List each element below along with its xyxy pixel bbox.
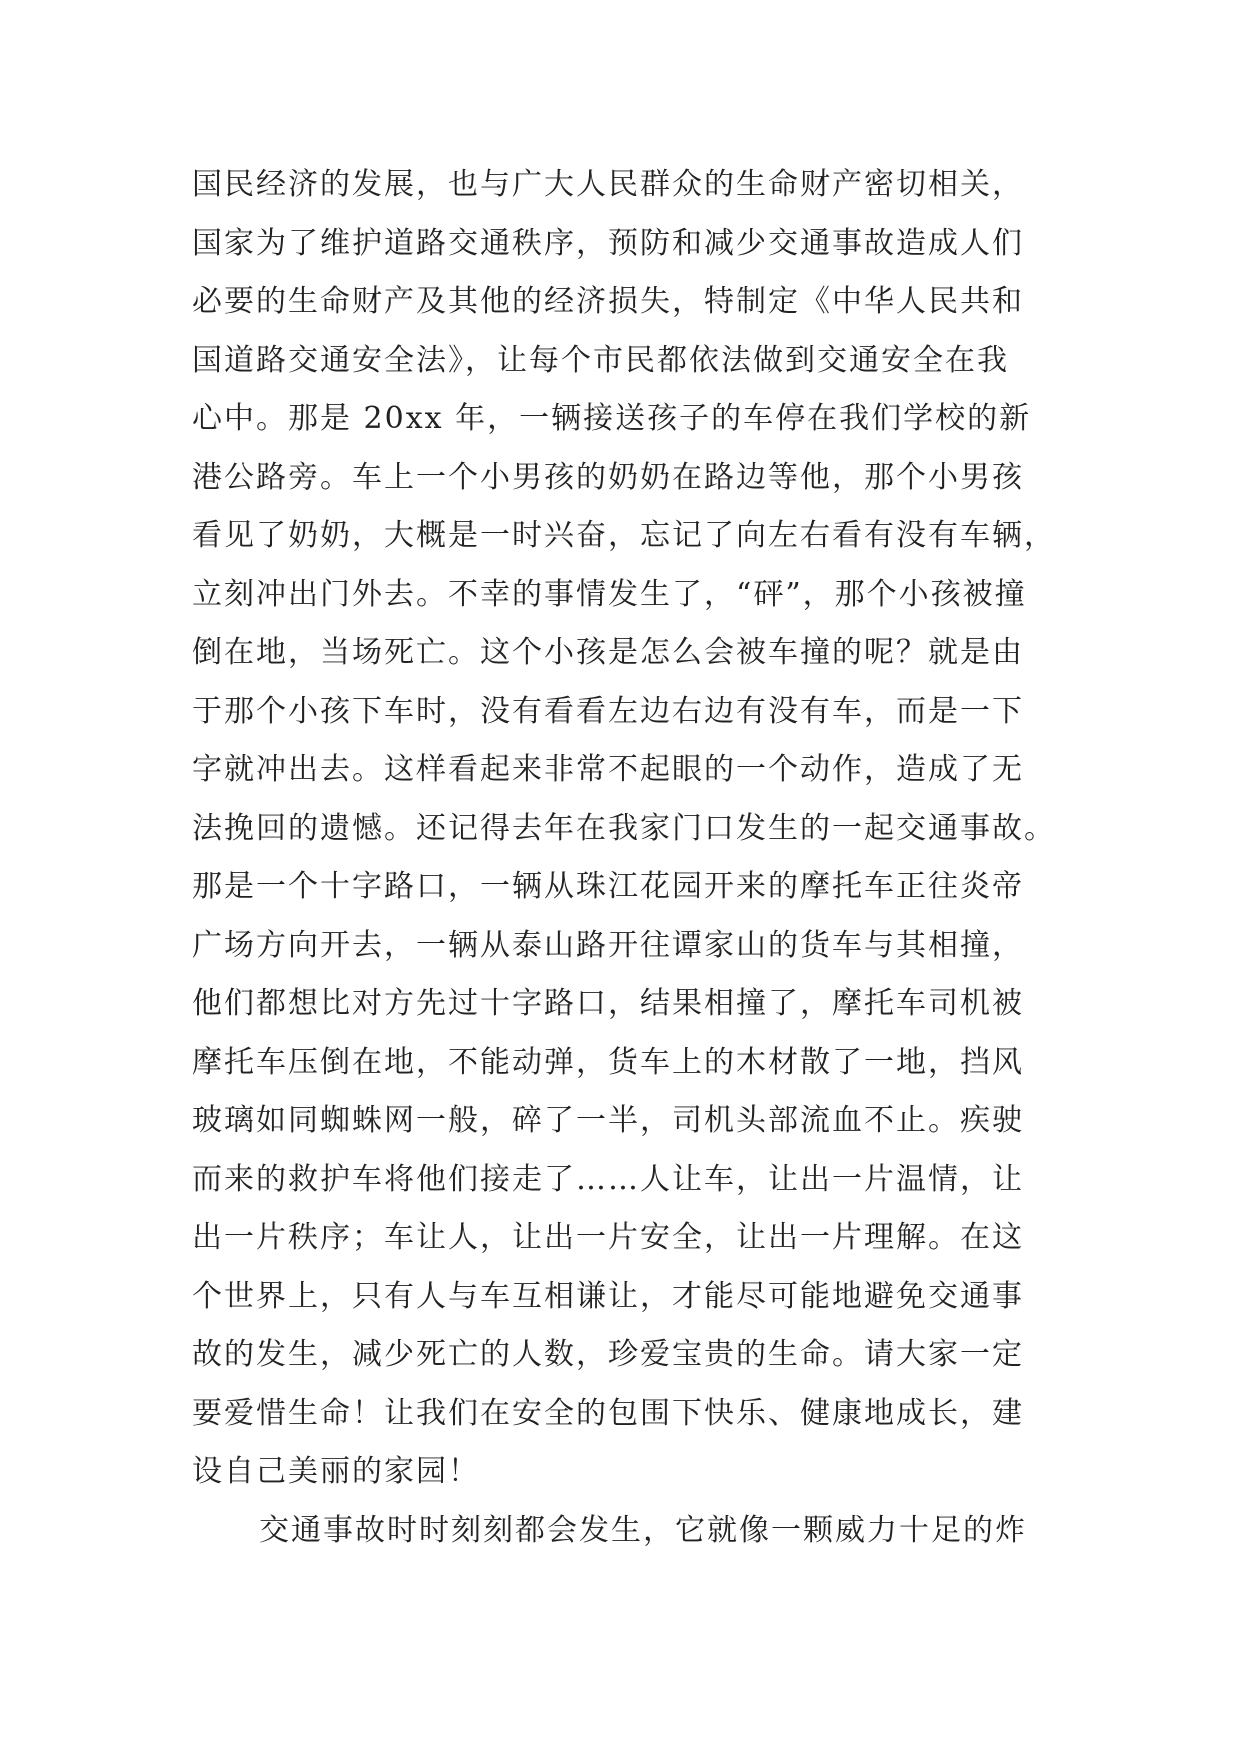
text-line: 故的发生，减少死亡的人数，珍爱宝贵的生命。请大家一定 [192,1337,1024,1372]
body-text [192,156,1062,1560]
text-line: 出一片秩序；车让人，让出一片安全，让出一片理解。在这 [192,1220,1024,1255]
text-line: 必要的生命财产及其他的经济损失，特制定《中华人民共和 [192,284,1024,319]
text-line: 看见了奶奶，大概是一时兴奋，忘记了向左右看有没有车辆， [192,518,1056,553]
text-line: 个世界上，只有人与车互相谦让，才能尽可能地避免交通事 [192,1278,1024,1314]
text-line: 字就冲出去。这样看起来非常不起眼的一个动作，造成了无 [192,752,1024,787]
paragraph-start-line: 交通事故时时刻刻都会发生，它就像一颗威力十足的炸 [259,1512,1027,1548]
text-line: 摩托车压倒在地，不能动弹，货车上的木材散了一地，挡风 [192,1044,1024,1080]
text-line: 他们都想比对方先过十字路口，结果相撞了，摩托车司机被 [192,986,1024,1021]
text-line: 国民经济的发展，也与广大人民群众的生命财产密切相关， [192,167,1024,202]
text-line: 那是一个十字路口，一辆从珠江花园开来的摩托车正往炎帝 [192,869,1024,904]
text-line: 倒在地，当场死亡。这个小孩是怎么会被车撞的呢？就是由 [192,635,1024,670]
text-line: 心中。那是 20xx 年，一辆接送孩子的车停在我们学校的新 [192,401,1032,436]
text-line: 于那个小孩下车时，没有看看左边右边有没有车，而是一下 [192,693,1024,729]
text-line: 国道路交通安全法》，让每个市民都依法做到交通安全在我 [192,342,1009,378]
text-line: 立刻冲出门外去。不幸的事情发生了，“砰”，那个小孩被撞 [192,576,1027,612]
text-line: 而来的救护车将他们接走了……人让车，让出一片温情，让 [192,1161,1024,1197]
text-line: 国家为了维护道路交通秩序，预防和减少交通事故造成人们 [192,225,1024,261]
text-line: 要爱惜生命！让我们在安全的包围下快乐、健康地成长，建 [192,1395,1024,1431]
text-line: 法挽回的遗憾。还记得去年在我家门口发生的一起交通事故。 [192,810,1056,846]
text-line: 玻璃如同蜘蛛网一般，碎了一半，司机头部流血不止。疾驶 [192,1103,1024,1138]
text-line: 设自己美丽的家园！ [192,1454,480,1489]
text-line: 港公路旁。车上一个小男孩的奶奶在路边等他，那个小男孩 [192,459,1024,495]
text-line: 广场方向开去，一辆从泰山路开往谭家山的货车与其相撞， [192,927,1024,963]
